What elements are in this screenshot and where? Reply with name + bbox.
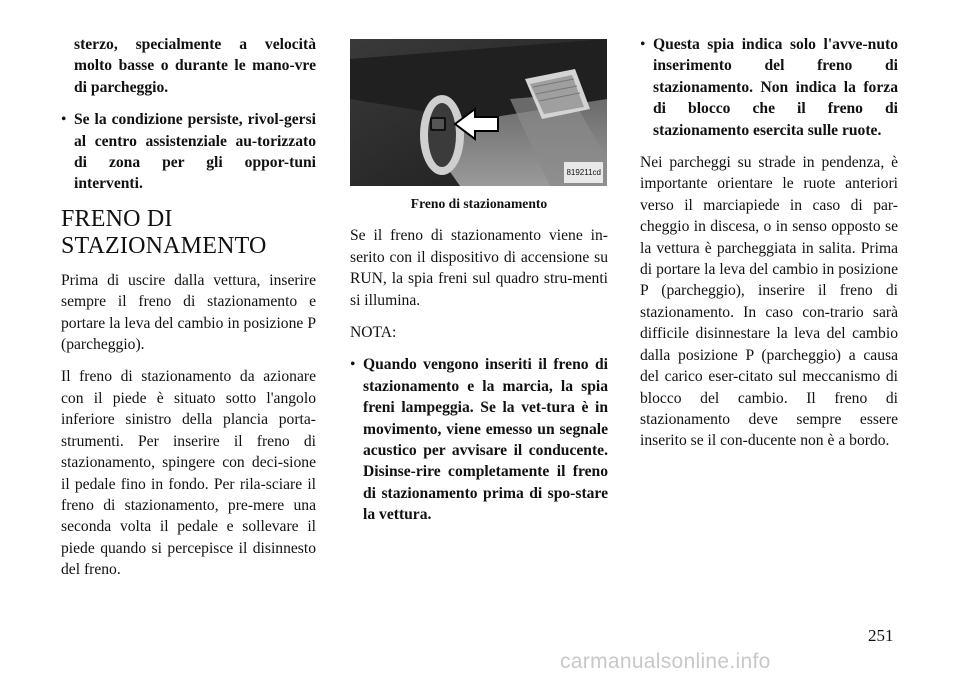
figure-caption: Freno di stazionamento <box>410 196 548 211</box>
paragraph: Prima di uscire dalla vettura, inserire sempre il freno di stazionamento e portare la leva del cambio in posizione P (parcheggio). <box>61 271 316 354</box>
paragraph: Il freno di stazionamento da azionare con il piede è situato sotto l'angolo inferiore sinistro della plancia porta-strumenti. Per inserire il freno di stazionamento, spingere con deci-sione il pedale fino in fondo. Per rila-sciare il freno di stazionamento, pre-mere una seconda volta il pedale e sollevare il piede quando si percepisce il disinnesto del freno. <box>61 368 316 579</box>
watermark: carmanualsonline.info <box>560 650 771 673</box>
page-number: 251 <box>868 626 894 645</box>
bullet-icon: • <box>640 36 646 53</box>
continuation-text: sterzo, specialmente a velocità molto basse o durante le mano-vre di parcheggio. <box>74 36 316 96</box>
bullet-item <box>640 34 898 141</box>
section-heading <box>61 206 316 260</box>
bullet-icon: • <box>350 356 356 374</box>
middle-column <box>350 34 608 537</box>
paragraph: Nei parcheggi su strade in pendenza, è importante orientare le ruote anteriori verso il marciapiede in caso di par-cheggio in discesa, o in senso opposto se la vettura è parcheggiata in salita. Prima di portare la leva del cambio in posizione P (parcheggio), inserire il freno di stazionamento. In caso con-trario sarà difficile disinnestare la leva del cambio dalla posizione P (parcheggio) a causa del carico eser-citato sul meccanismo di blocco del cambio. Il freno di stazionamento deve sempre essere inserito se il con-ducente non è a bordo. <box>640 154 898 450</box>
heading-line-1: FRENO DI <box>61 205 173 232</box>
parking-brake-figure <box>350 39 607 186</box>
bullet-text: Quando vengono inseriti il freno di stazionamento e la marcia, la spia freni lampeggia. Se la vet-tura è in movimento, viene emesso un segnale acustico per avvisare il conducente. Disinse-rire completamente il freno di stazionamento prima di spo-stare la vettura. <box>363 356 608 524</box>
bullet-text: Questa spia indica solo l'avve-nuto inserimento del freno di stazionamento. Non indica la forza di blocco che il freno di stazionamento esercita sulle ruote. <box>653 36 898 139</box>
bullet-item <box>61 109 316 195</box>
right-column <box>640 34 898 463</box>
nota-label: NOTA: <box>350 324 397 342</box>
bullet-text: Se la condizione persiste, rivol-gersi al centro assistenziale au-torizzato di zona per gli oppor-tuni interventi. <box>74 111 316 193</box>
heading-line-2: STAZIONAMENTO <box>61 232 267 259</box>
bullet-item <box>350 354 608 525</box>
paragraph: Se il freno di stazionamento viene in-serito con il dispositivo di accensione su RUN, la spia freni sul quadro stru-menti si illumina. <box>350 227 608 309</box>
left-column <box>61 34 316 592</box>
bullet-icon: • <box>61 111 67 129</box>
figure-code: 819211cd <box>564 162 603 183</box>
